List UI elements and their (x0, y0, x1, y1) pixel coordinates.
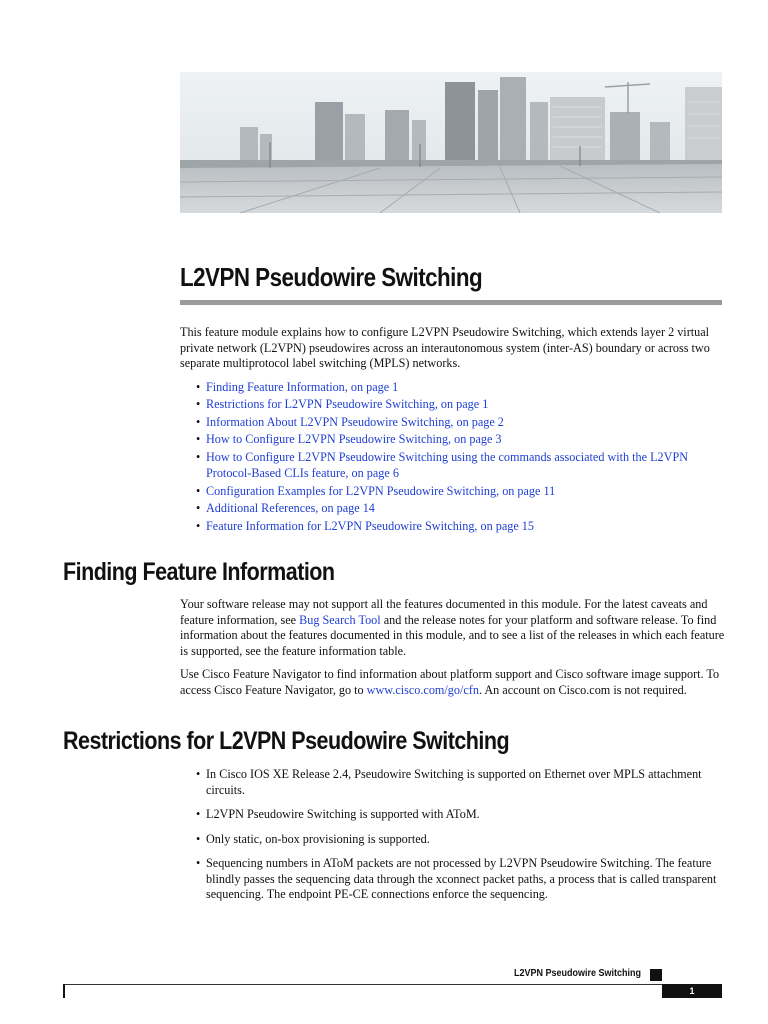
cisco-cfn-link[interactable]: www.cisco.com/go/cfn (366, 682, 479, 697)
toc-item (196, 483, 726, 500)
toc-link-additional-references[interactable]: Additional References, on page 14 (206, 501, 375, 516)
page-number: 1 (662, 984, 722, 998)
toc-item (196, 414, 726, 431)
restriction-item: • L2VPN Pseudowire Switching is supported with AToM. (196, 807, 726, 823)
toc-item (196, 396, 726, 413)
bug-search-tool-link[interactable]: Bug Search Tool (299, 612, 381, 627)
toc-link-how-to-configure[interactable]: How to Configure L2VPN Pseudowire Switching, on page 3 (206, 431, 502, 446)
toc-link-finding[interactable]: Finding Feature Information, on page 1 (206, 380, 399, 394)
toc-item (196, 379, 726, 396)
finding-paragraph-2 (180, 667, 725, 698)
toc-link-configuration-examples[interactable]: Configuration Examples for L2VPN Pseudowire Switching, on page 11 (206, 484, 556, 499)
chapter-toc (196, 379, 726, 535)
footer-chapter-title: L2VPN Pseudowire Switching (513, 968, 641, 979)
title-rule (180, 300, 722, 305)
section-heading-finding: Finding Feature Information (63, 558, 335, 586)
toc-item (196, 518, 726, 535)
footer-left-mark (63, 984, 65, 998)
finding-p1-text-before: Your software release may not support all the features documented in this module. For the latest caveats and feature information, see (180, 597, 708, 627)
toc-item (196, 449, 726, 481)
toc-link-feature-information[interactable]: Feature Information for L2VPN Pseudowire Switching, on page 15 (206, 518, 534, 533)
toc-item (196, 431, 726, 448)
toc-link-restrictions[interactable]: Restrictions for L2VPN Pseudowire Switching, on page 1 (206, 397, 489, 412)
chapter-title: L2VPN Pseudowire Switching (180, 262, 483, 292)
finding-p2-text-after: . An account on Cisco.com is not required. (478, 682, 687, 697)
intro-paragraph: This feature module explains how to configure L2VPN Pseudowire Switching, which extends layer 2 virtual private network (L2VPN) pseudowires across an interautonomous system (inter-AS) boundary or across two separate multiprotocol label switching (MPLS) networks. (180, 325, 710, 370)
restriction-item: • Only static, on-box provisioning is supported. (196, 832, 726, 848)
finding-paragraph-1 (180, 597, 725, 659)
toc-item (196, 500, 726, 517)
footer-marker-square (650, 969, 662, 981)
restriction-item: • Sequencing numbers in AToM packets are not processed by L2VPN Pseudowire Switching. The feature blindly passes the sequencing data through the xconnect packet paths, a process that is called transparent sequencing. The endpoint PE-CE connections enforce the sequencing. (196, 856, 726, 903)
toc-link-information[interactable]: Information About L2VPN Pseudowire Switching, on page 2 (206, 414, 504, 429)
finding-p1-text-after: and the release notes for your platform and software release. To find information about the features documented in this module, and to see a list of the releases in which each feature is supported, see the feature information table. (180, 612, 725, 658)
finding-p2-text-before: Use Cisco Feature Navigator to find information about platform support and Cisco software image support. To access Cisco Feature Navigator, go to (180, 667, 720, 697)
header-cityscape-image (180, 72, 722, 213)
section-heading-restrictions: Restrictions for L2VPN Pseudowire Switching (63, 727, 510, 755)
footer-rule (63, 984, 662, 985)
toc-link-protocol-based-clis[interactable]: How to Configure L2VPN Pseudowire Switching using the commands associated with the L2VPN Protocol-Based CLIs feature, on page 6 (206, 450, 689, 481)
restrictions-list (196, 767, 726, 912)
restriction-item: • In Cisco IOS XE Release 2.4, Pseudowire Switching is supported on Ethernet over MPLS attachment circuits. (196, 767, 726, 798)
